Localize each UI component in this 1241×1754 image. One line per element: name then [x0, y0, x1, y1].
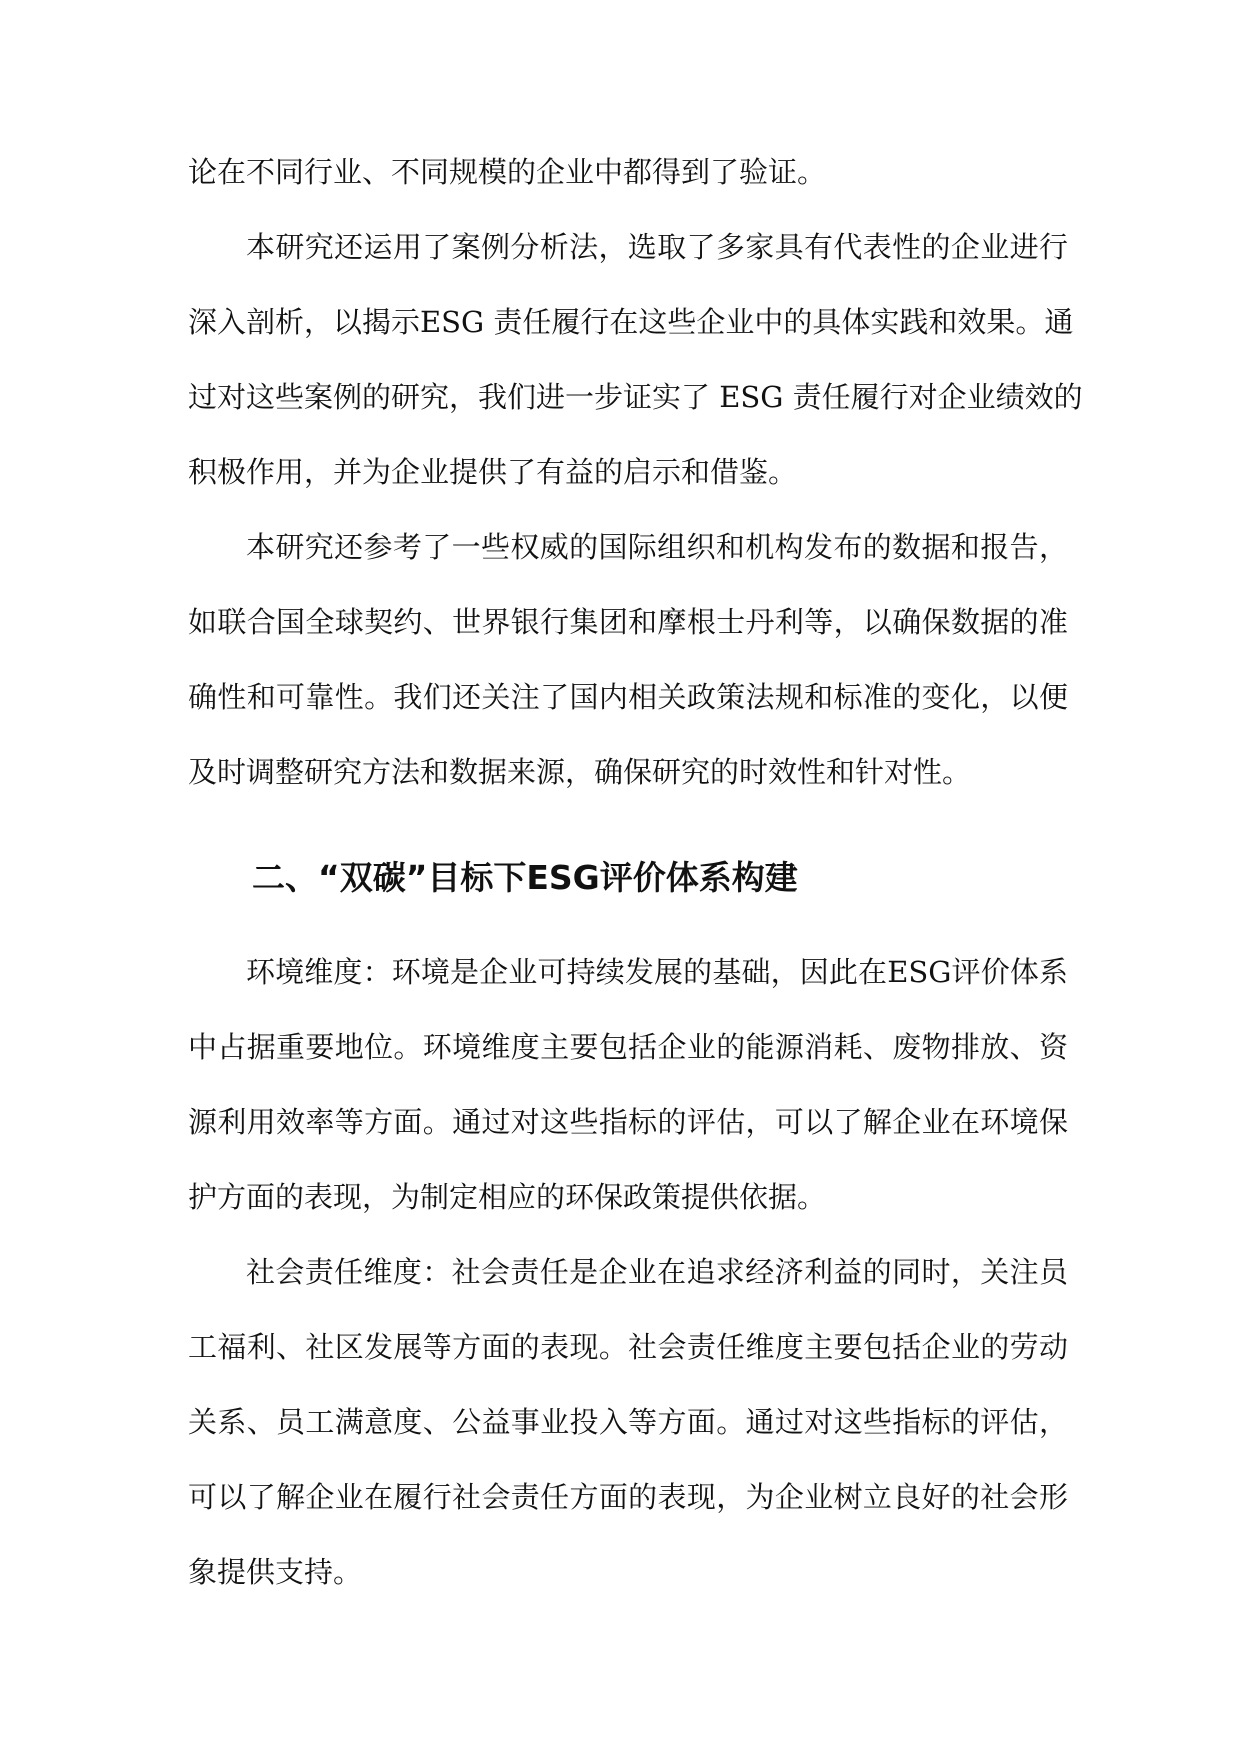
section-heading: 二、“双碳”目标下ESG评价体系构建	[252, 858, 798, 897]
text-line: 本研究还运用了案例分析法，选取了多家具有代表性的企业进行	[246, 230, 1068, 264]
text-line: 及时调整研究方法和数据来源，确保研究的时效性和针对性。	[188, 755, 972, 789]
text-line: 可以了解企业在履行社会责任方面的表现，为企业树立良好的社会形	[188, 1480, 1068, 1514]
text-line: 象提供支持。	[188, 1555, 363, 1589]
text-line: 过对这些案例的研究，我们进一步证实了 ESG 责任履行对企业绩效的	[188, 380, 1083, 414]
text-line: 本研究还参考了一些权威的国际组织和机构发布的数据和报告，	[246, 530, 1068, 564]
text-line: 如联合国全球契约、世界银行集团和摩根士丹利等，以确保数据的准	[188, 605, 1068, 639]
text-line: 社会责任维度：社会责任是企业在追求经济利益的同时，关注员	[246, 1255, 1068, 1289]
text-line: 论在不同行业、不同规模的企业中都得到了验证。	[188, 155, 827, 189]
text-line: 中占据重要地位。环境维度主要包括企业的能源消耗、废物排放、资	[188, 1030, 1068, 1064]
text-line: 积极作用，并为企业提供了有益的启示和借鉴。	[188, 455, 798, 489]
text-line: 护方面的表现，为制定相应的环保政策提供依据。	[188, 1180, 827, 1214]
text-line: 关系、员工满意度、公益事业投入等方面。通过对这些指标的评估，	[188, 1405, 1068, 1439]
text-line: 环境维度：环境是企业可持续发展的基础，因此在ESG评价体系	[246, 955, 1068, 989]
text-line: 工福利、社区发展等方面的表现。社会责任维度主要包括企业的劳动	[188, 1330, 1068, 1364]
text-line: 源利用效率等方面。通过对这些指标的评估，可以了解企业在环境保	[188, 1105, 1068, 1139]
text-line: 确性和可靠性。我们还关注了国内相关政策法规和标准的变化，以便	[188, 680, 1068, 714]
text-line: 深入剖析，以揭示ESG 责任履行在这些企业中的具体实践和效果。通	[188, 305, 1074, 339]
